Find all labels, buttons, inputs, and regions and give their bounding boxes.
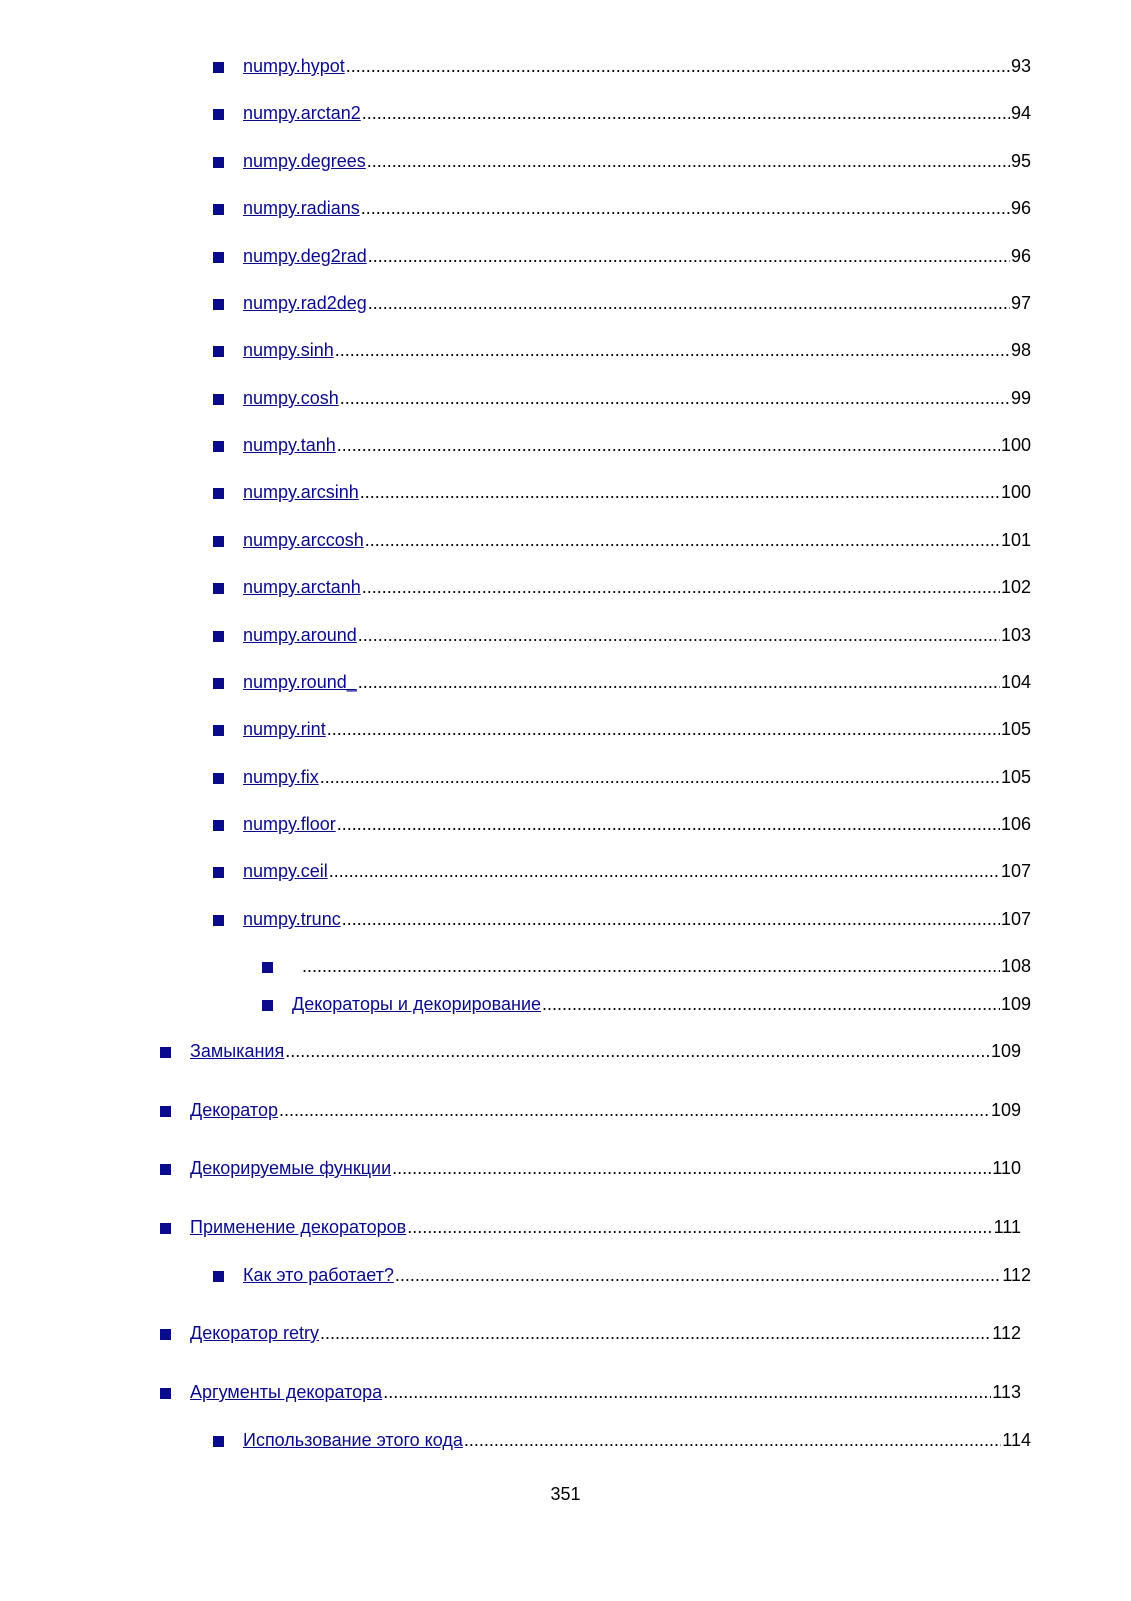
dot-leader (342, 908, 1000, 930)
toc-entry-title[interactable]: numpy.radians (243, 198, 360, 218)
toc-entry-page: 109 (1000, 994, 1031, 1014)
toc-entry-page: 105 (1000, 767, 1031, 787)
toc-entry[interactable] (213, 529, 1031, 551)
toc-entry-page: 113 (992, 1382, 1021, 1402)
toc-entry-page: 96 (1010, 246, 1031, 266)
toc-entry-page: 100 (1000, 435, 1031, 455)
toc-entry-page: 112 (992, 1323, 1021, 1343)
bullet-icon (262, 1000, 273, 1011)
toc-entry-title[interactable]: numpy.floor (243, 814, 336, 834)
toc-entry-page: 95 (1010, 151, 1031, 171)
toc-entry[interactable] (262, 955, 1031, 977)
dot-leader (367, 150, 1010, 172)
toc-entry[interactable] (213, 766, 1031, 788)
dot-leader (365, 529, 1000, 551)
dot-leader (362, 576, 1000, 598)
toc-entry[interactable] (213, 718, 1031, 740)
dot-leader (302, 955, 1000, 977)
bullet-icon (213, 915, 224, 926)
toc-entry[interactable] (213, 292, 1031, 314)
toc-entry-page: 94 (1010, 103, 1031, 123)
dot-leader (358, 671, 1000, 693)
toc-entry[interactable] (160, 1099, 1021, 1121)
bullet-icon (213, 62, 224, 73)
toc-entry-title[interactable]: Замыкания (190, 1041, 285, 1061)
toc-entry-title[interactable]: numpy.trunc (243, 909, 341, 929)
dot-leader (392, 1157, 991, 1179)
toc-entry-title[interactable]: numpy.cosh (243, 388, 339, 408)
bullet-icon (213, 820, 224, 831)
toc-entry-page: 108 (1000, 956, 1031, 976)
toc-entry-page: 96 (1010, 198, 1031, 218)
dot-leader (320, 766, 1000, 788)
dot-leader (337, 813, 1000, 835)
bullet-icon (213, 109, 224, 120)
toc-entry[interactable] (262, 993, 1031, 1015)
dot-leader (368, 292, 1010, 314)
bullet-icon (160, 1047, 171, 1058)
toc-entry[interactable] (213, 55, 1031, 77)
toc-entry[interactable] (160, 1216, 1021, 1238)
toc-entry[interactable] (213, 434, 1031, 456)
dot-leader (358, 624, 1000, 646)
toc-entry-page: 107 (1000, 909, 1031, 929)
toc-entry-title[interactable]: numpy.arccosh (243, 530, 364, 550)
toc-entry[interactable] (213, 813, 1031, 835)
toc-entry-page: 101 (1000, 530, 1031, 550)
toc-entry[interactable] (213, 908, 1031, 930)
dot-leader (383, 1381, 991, 1403)
toc-entry-title[interactable]: Использование этого кода (243, 1430, 463, 1450)
dot-leader (337, 434, 1000, 456)
toc-entry-page: 102 (1000, 577, 1031, 597)
toc-entry[interactable] (213, 481, 1031, 503)
toc-entry-page: 106 (1000, 814, 1031, 834)
bullet-icon (213, 1271, 224, 1282)
bullet-icon (213, 346, 224, 357)
toc-entry-title[interactable]: numpy.degrees (243, 151, 366, 171)
toc-entry[interactable] (213, 860, 1031, 882)
dot-leader (279, 1099, 990, 1121)
bullet-icon (213, 299, 224, 310)
bullet-icon (262, 962, 273, 973)
toc-entry[interactable] (213, 245, 1031, 267)
dot-leader (346, 55, 1010, 77)
toc-entry-page: 105 (1000, 719, 1031, 739)
toc-entry-title[interactable]: Декорируемые функции (190, 1158, 392, 1178)
dot-leader (285, 1040, 990, 1062)
dot-leader (362, 102, 1010, 124)
dot-leader (335, 339, 1010, 361)
toc-entry[interactable] (213, 576, 1031, 598)
toc-entry-page: 109 (990, 1100, 1021, 1120)
dot-leader (464, 1429, 1001, 1451)
toc-entry[interactable] (160, 1381, 1021, 1403)
toc-entry-page: 114 (1002, 1430, 1031, 1450)
toc-entry[interactable] (213, 150, 1031, 172)
bullet-icon (213, 678, 224, 689)
toc-entry-title[interactable]: numpy.sinh (243, 340, 334, 360)
bullet-icon (213, 252, 224, 263)
bullet-icon (213, 583, 224, 594)
page-number: 351 (550, 1484, 581, 1504)
toc-entry-page: 111 (993, 1217, 1021, 1237)
toc-entry-title[interactable]: numpy.rint (243, 719, 326, 739)
toc-entry-title[interactable]: Аргументы декоратора (190, 1382, 383, 1402)
toc-entry-title[interactable]: numpy.deg2rad (243, 246, 367, 266)
toc-entry-page: 112 (1002, 1265, 1031, 1285)
toc-entry-page: 100 (1000, 482, 1031, 502)
bullet-icon (160, 1164, 171, 1175)
toc-entry-title[interactable]: numpy.around (243, 625, 357, 645)
bullet-icon (213, 394, 224, 405)
bullet-icon (213, 1436, 224, 1447)
dot-leader (329, 860, 1000, 882)
toc-entry[interactable] (160, 1157, 1021, 1179)
bullet-icon (213, 441, 224, 452)
toc-entry-title[interactable]: numpy.ceil (243, 861, 328, 881)
toc-entry-page: 104 (1000, 672, 1031, 692)
bullet-icon (213, 536, 224, 547)
dot-leader (407, 1216, 992, 1238)
bullet-icon (160, 1223, 171, 1234)
toc-entry-page: 103 (1000, 625, 1031, 645)
toc-entry[interactable] (213, 624, 1031, 646)
toc-entry-title[interactable]: numpy.tanh (243, 435, 336, 455)
bullet-icon (213, 867, 224, 878)
toc-entry-title[interactable]: Как это работает? (243, 1265, 394, 1285)
bullet-icon (213, 725, 224, 736)
toc-entry[interactable] (213, 339, 1031, 361)
toc-entry-page: 93 (1010, 56, 1031, 76)
toc-entry-page: 99 (1010, 388, 1031, 408)
toc-entry-title[interactable]: Применение декораторов (190, 1217, 407, 1237)
dot-leader (360, 481, 1000, 503)
toc-entry-page: 107 (1000, 861, 1031, 881)
bullet-icon (213, 773, 224, 784)
toc-entry-title[interactable]: numpy.fix (243, 767, 319, 787)
dot-leader (320, 1322, 991, 1344)
toc-entry[interactable] (213, 1264, 1031, 1286)
bullet-icon (213, 488, 224, 499)
bullet-icon (213, 157, 224, 168)
bullet-icon (160, 1329, 171, 1340)
toc-entry-title[interactable]: numpy.rad2deg (243, 293, 367, 313)
toc-entry[interactable] (213, 1429, 1031, 1451)
toc-entry-page: 97 (1010, 293, 1031, 313)
toc-entry-page: 98 (1010, 340, 1031, 360)
toc-entry-title[interactable]: numpy.arcsinh (243, 482, 359, 502)
toc-entry[interactable] (160, 1040, 1021, 1062)
dot-leader (542, 993, 1000, 1015)
toc-entry[interactable] (213, 102, 1031, 124)
dot-leader (368, 245, 1010, 267)
dot-leader (327, 718, 1000, 740)
toc-entry-title[interactable]: numpy.arctanh (243, 577, 361, 597)
toc-entry-title[interactable]: numpy.round_ (243, 672, 357, 692)
toc-entry-title[interactable]: Декоратор retry (190, 1323, 319, 1343)
dot-leader (395, 1264, 1001, 1286)
toc-entry-title[interactable]: Декораторы и декорирование (292, 994, 542, 1014)
dot-leader (361, 197, 1010, 219)
bullet-icon (213, 631, 224, 642)
toc-entry-title[interactable]: numpy.arctan2 (243, 103, 361, 123)
toc-entry[interactable] (160, 1322, 1021, 1344)
toc-entry-title[interactable]: numpy.hypot (243, 56, 345, 76)
bullet-icon (160, 1388, 171, 1399)
toc-entry-title[interactable]: Декоратор (190, 1100, 278, 1120)
toc-entry[interactable] (213, 387, 1031, 409)
toc-entry[interactable] (213, 197, 1031, 219)
toc-entry[interactable] (213, 671, 1031, 693)
dot-leader (340, 387, 1010, 409)
bullet-icon (160, 1106, 171, 1117)
toc-entry-page: 110 (992, 1158, 1021, 1178)
toc-entry-page: 109 (990, 1041, 1021, 1061)
bullet-icon (213, 204, 224, 215)
